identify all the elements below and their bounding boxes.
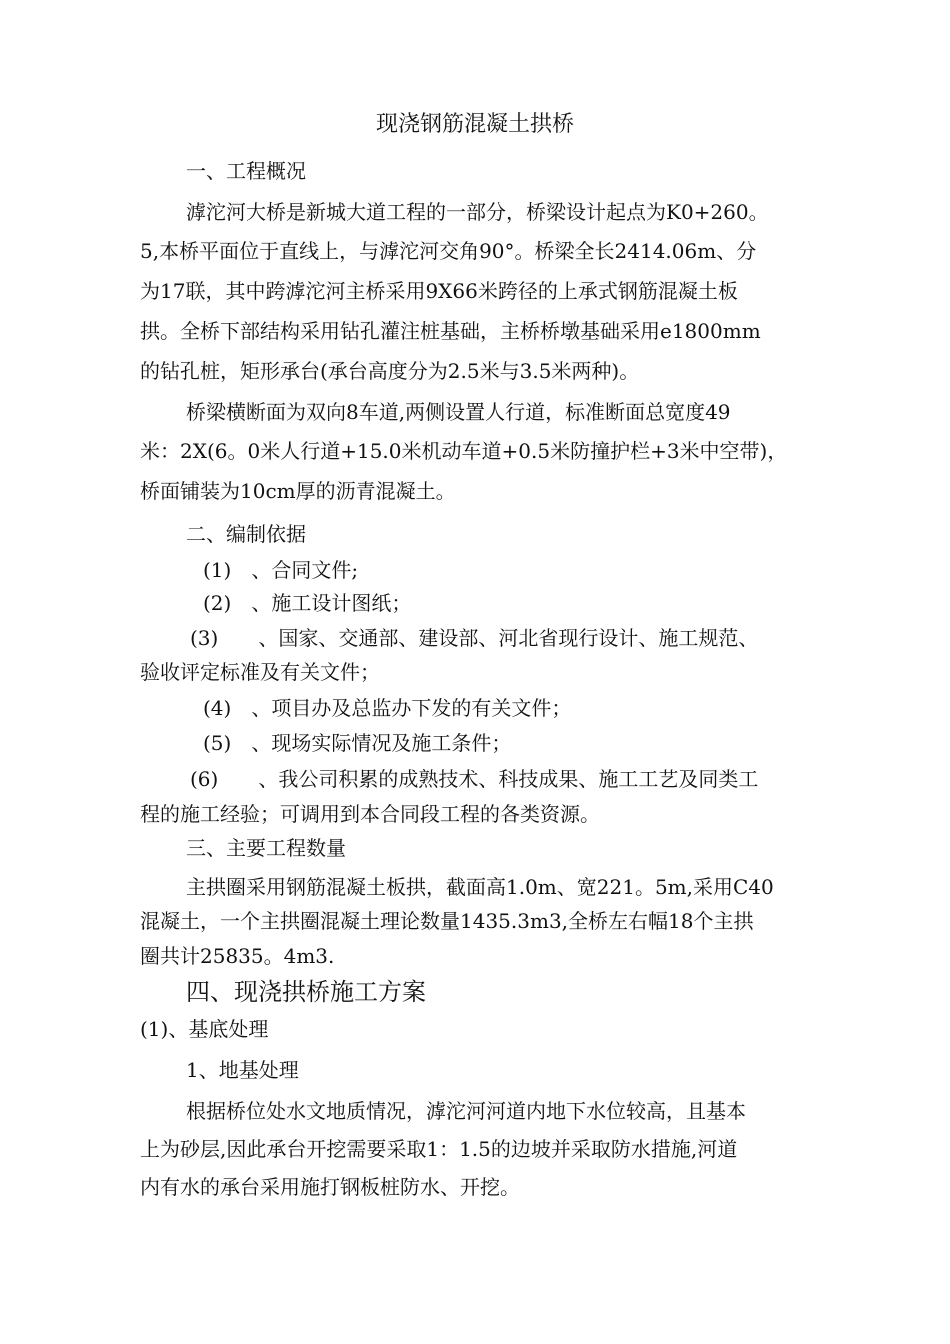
basis-item-4: (4) 、项目办及总监办下发的有关文件； bbox=[203, 696, 572, 720]
section-3-heading: 三、主要工程数量 bbox=[186, 836, 346, 860]
section-4-heading: 四、现浇拱桥施工方案 bbox=[186, 978, 426, 1006]
section-1-paragraph-1-line-1: 滹沱河大桥是新城大道工程的一部分，桥梁设计起点为K0+260。 bbox=[186, 200, 769, 224]
basis-item-3: (3) 、国家、交通部、建设部、河北省现行设计、施工规范、 bbox=[190, 626, 759, 650]
section-1-heading: 一、工程概况 bbox=[186, 159, 306, 183]
section-1-paragraph-2-line-1: 桥梁横断面为双向8车道,两侧设置人行道，标准断面总宽度49 bbox=[186, 400, 731, 424]
section-1-paragraph-2-line-3: 桥面铺装为10cm厚的沥青混凝土。 bbox=[140, 479, 456, 503]
section-4-subheading-1-1: 1、地基处理 bbox=[186, 1058, 299, 1082]
basis-item-2: (2) 、施工设计图纸； bbox=[203, 591, 412, 615]
section-1-paragraph-1-line-3: 为17联，其中跨滹沱河主桥采用9X66米跨径的上承式钢筋混凝土板 bbox=[140, 279, 738, 303]
section-4-paragraph-line-2: 上为砂层,因此承台开挖需要采取1：1.5的边坡并采取防水措施,河道 bbox=[140, 1137, 738, 1161]
section-1-paragraph-1-line-5: 的钻孔桩，矩形承台(承台高度分为2.5米与3.5米两种)。 bbox=[140, 359, 640, 383]
basis-item-6-continued: 程的施工经验；可调用到本合同段工程的各类资源。 bbox=[140, 802, 600, 826]
section-1-paragraph-1-line-2: 5,本桥平面位于直线上，与滹沱河交角90°。桥梁全长2414.06m、分 bbox=[140, 239, 757, 263]
section-1-paragraph-1-line-4: 拱。全桥下部结构采用钻孔灌注桩基础，主桥桥墩基础采用e1800mm bbox=[140, 319, 761, 343]
section-4-subheading-1: (1)、基底处理 bbox=[140, 1017, 269, 1041]
basis-item-3-continued: 验收评定标准及有关文件； bbox=[140, 660, 380, 684]
section-4-paragraph-line-1: 根据桥位处水文地质情况，滹沱河河道内地下水位较高，且基本 bbox=[186, 1099, 746, 1123]
section-3-paragraph-line-1: 主拱圈采用钢筋混凝土板拱，截面高1.0m、宽221。5m,采用C40 bbox=[186, 875, 774, 899]
section-3-paragraph-line-2: 混凝土，一个主拱圈混凝土理论数量1435.3m3,全桥左右幅18个主拱 bbox=[140, 909, 754, 933]
basis-item-1: (1) 、合同文件; bbox=[203, 558, 359, 582]
section-3-paragraph-line-3: 圈共计25835。4m3. bbox=[140, 944, 335, 968]
document-title: 现浇钢筋混凝土拱桥 bbox=[375, 112, 574, 137]
basis-item-6: (6) 、我公司积累的成熟技术、科技成果、施工工艺及同类工 bbox=[190, 767, 759, 791]
section-1-paragraph-2-line-2: 米：2X(6。0米人行道+15.0米机动车道+0.5米防撞护栏+3米中空带)， bbox=[140, 439, 788, 463]
section-4-paragraph-line-3: 内有水的承台采用施打钢板桩防水、开挖。 bbox=[140, 1175, 520, 1199]
basis-item-5: (5) 、现场实际情况及施工条件； bbox=[203, 731, 512, 755]
section-2-heading: 二、编制依据 bbox=[186, 522, 306, 546]
